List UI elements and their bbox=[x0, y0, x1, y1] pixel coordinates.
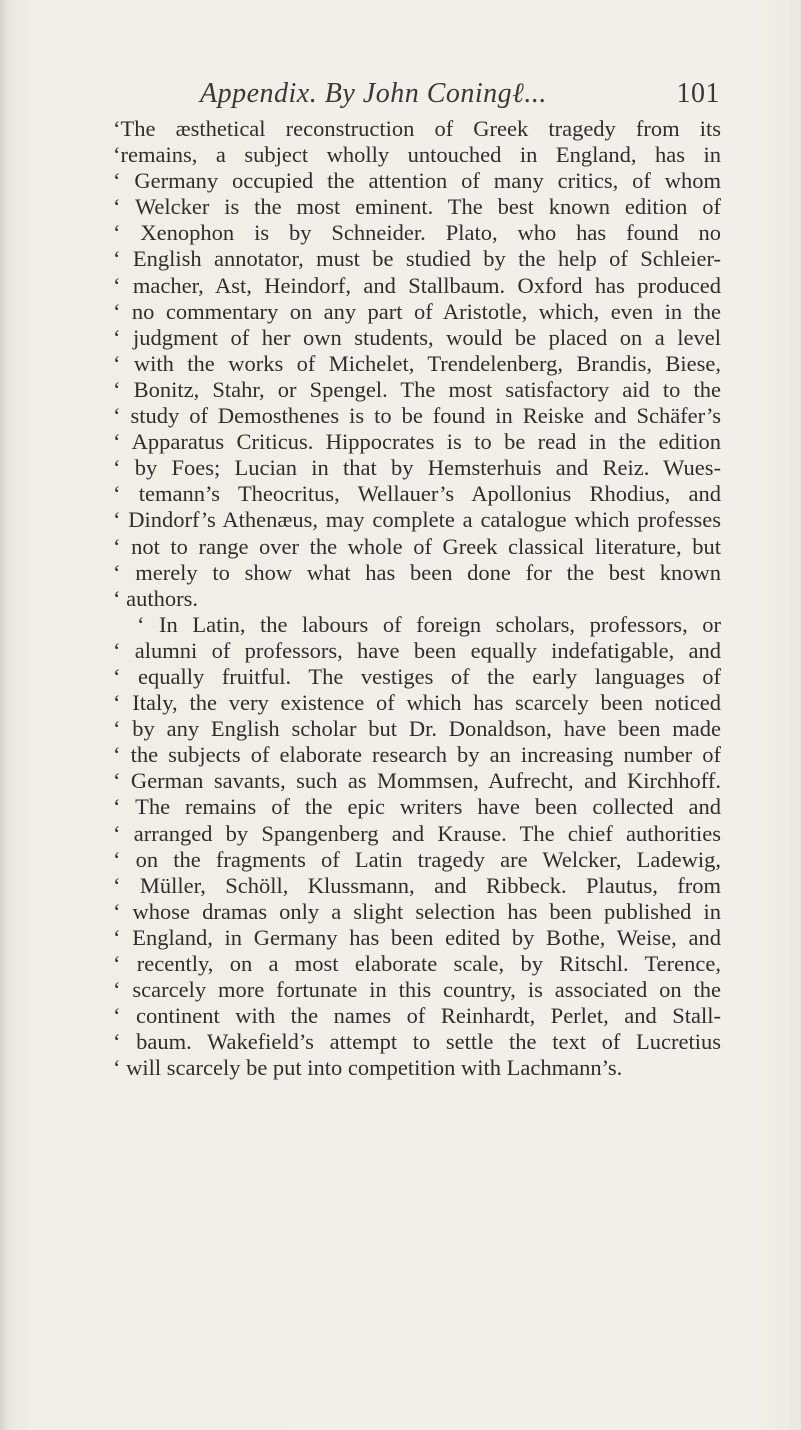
text-line: ‘ Xenophon is by Schneider. Plato, who has found no bbox=[113, 220, 721, 246]
text-line: ‘The æsthetical reconstruction of Greek tragedy from its bbox=[113, 116, 721, 141]
text-line: ‘ whose dramas only a slight selection has been published in bbox=[113, 898, 721, 924]
text-line: ‘ judgment of her own students, would be placed on a level bbox=[113, 324, 721, 350]
text-line: ‘ temann’s Theocritus, Wellauer’s Apollonius Rhodius, and bbox=[113, 481, 721, 507]
page-gutter-shadow bbox=[0, 0, 8, 1430]
text-line: ‘ Apparatus Criticus. Hippocrates is to be read in the edition bbox=[113, 429, 721, 455]
text-line: ‘ merely to show what has been done for the best known bbox=[113, 559, 721, 585]
text-line: ‘ scarcely more fortunate in this country, is associated on the bbox=[113, 977, 721, 1003]
text-line: ‘ arranged by Spangenberg and Krause. The chief authorities bbox=[113, 820, 721, 846]
body-text bbox=[113, 116, 721, 1081]
text-line: ‘ In Latin, the labours of foreign scholars, professors, or bbox=[137, 611, 721, 637]
text-line: ‘ alumni of professors, have been equally indefatigable, and bbox=[113, 637, 721, 663]
text-line: ‘ baum. Wakefield’s attempt to settle the text of Lucretius bbox=[113, 1029, 721, 1055]
text-line: ‘ on the fragments of Latin tragedy are Welcker, Ladewig, bbox=[113, 846, 721, 872]
text-line: ‘ by Foes; Lucian in that by Hemsterhuis and Reiz. Wues- bbox=[113, 455, 721, 481]
text-line: ‘ Müller, Schöll, Klussmann, and Ribbeck. Plautus, from bbox=[113, 872, 721, 898]
page-number: 101 bbox=[676, 78, 720, 109]
text-line: ‘ with the works of Michelet, Trendelenberg, Brandis, Biese, bbox=[113, 350, 721, 376]
text-line: ‘ Welcker is the most eminent. The best known edition of bbox=[113, 194, 721, 220]
text-line: ‘ will scarcely be put into competition with Lachmann’s. bbox=[113, 1055, 623, 1081]
text-line: ‘ macher, Ast, Heindorf, and Stallbaum. Oxford has produced bbox=[113, 272, 721, 298]
text-line: ‘ England, in Germany has been edited by Bothe, Weise, and bbox=[113, 924, 721, 950]
text-line: ‘ not to range over the whole of Greek classical literature, but bbox=[113, 533, 721, 559]
text-line: ‘ Bonitz, Stahr, or Spengel. The most satisfactory aid to the bbox=[113, 376, 721, 402]
text-line: ‘ equally fruitful. The vestiges of the early languages of bbox=[113, 663, 721, 689]
text-line: ‘ study of Demosthenes is to be found in Reiske and Schäfer’s bbox=[113, 403, 721, 429]
page-header bbox=[200, 78, 720, 118]
text-line: ‘ Dindorf’s Athenæus, may complete a catalogue which professes bbox=[113, 507, 721, 533]
text-line: ‘ The remains of the epic writers have been collected and bbox=[113, 794, 721, 820]
text-line: ‘ English annotator, must be studied by the help of Schleier- bbox=[113, 246, 721, 272]
text-line: ‘ Germany occupied the attention of many critics, of whom bbox=[113, 168, 721, 194]
text-line: ‘ authors. bbox=[113, 585, 198, 611]
running-head: Appendix. By John Coningℓ... bbox=[200, 78, 547, 109]
text-line: ‘ the subjects of elaborate research by an increasing number of bbox=[113, 742, 721, 768]
text-line: ‘ by any English scholar but Dr. Donaldson, have been made bbox=[113, 716, 721, 742]
text-line: ‘ Italy, the very existence of which has scarcely been noticed bbox=[113, 690, 721, 716]
text-line: ‘remains, a subject wholly untouched in England, has in bbox=[113, 142, 721, 168]
text-line: ‘ no commentary on any part of Aristotle, which, even in the bbox=[113, 298, 721, 324]
text-line: ‘ German savants, such as Mommsen, Aufrecht, and Kirchhoff. bbox=[113, 768, 721, 794]
text-line: ‘ continent with the names of Reinhardt, Perlet, and Stall- bbox=[113, 1003, 721, 1029]
text-line: ‘ recently, on a most elaborate scale, by Ritschl. Terence, bbox=[113, 951, 721, 976]
